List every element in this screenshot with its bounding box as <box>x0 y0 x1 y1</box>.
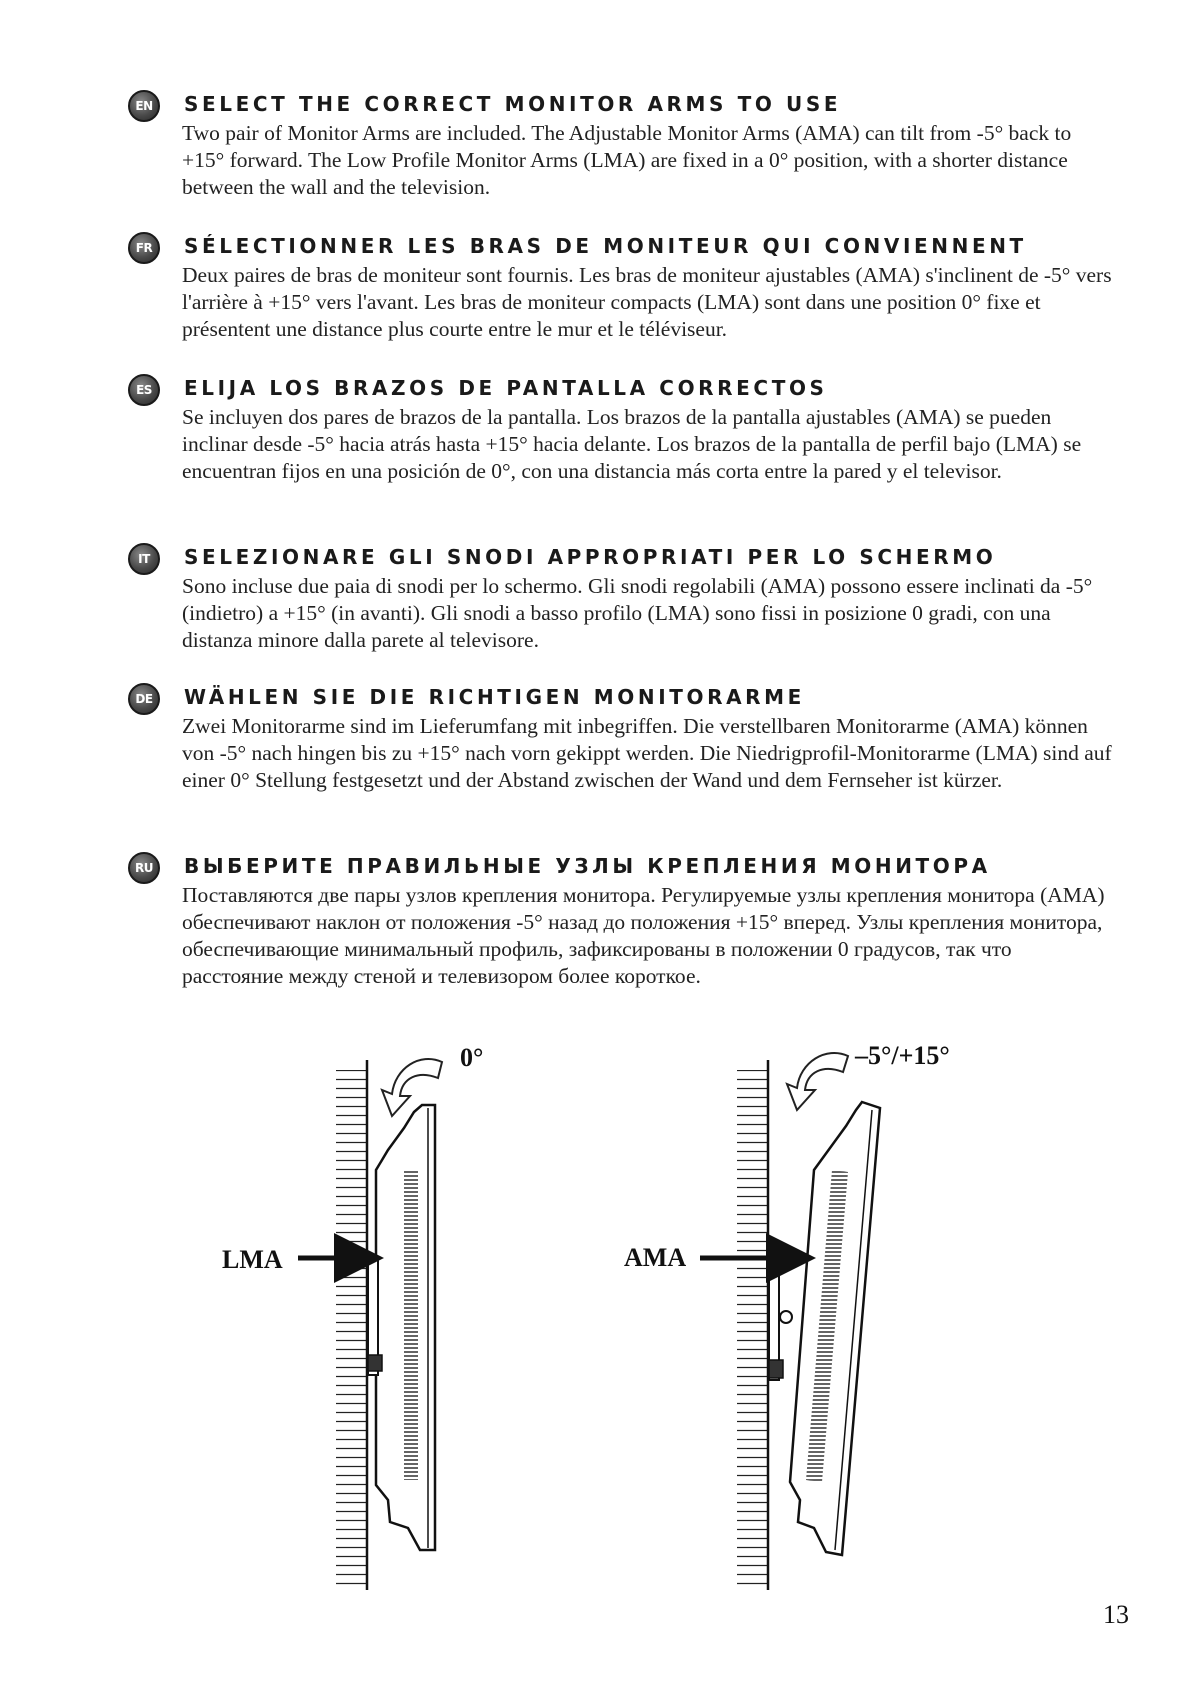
language-badge-ru: RU <box>128 852 160 884</box>
rotation-arrow-icon <box>787 1053 848 1110</box>
section-heading: SÉLECTIONNER LES BRAS DE MONITEUR QUI CONVIENNENT <box>184 234 1027 258</box>
section-heading: ELIJA LOS BRAZOS DE PANTALLA CORRECTOS <box>184 376 828 400</box>
section-heading: ВЫБЕРИТЕ ПРАВИЛЬНЫЕ УЗЛЫ КРЕПЛЕНИЯ МОНИТОРА <box>184 854 991 878</box>
section-heading: WÄHLEN SIE DIE RICHTIGEN MONITORARME <box>184 685 805 709</box>
section-body: Two pair of Monitor Arms are included. The Adjustable Monitor Arms (AMA) can tilt from -5° back to +15° forward. The Low Profile Monitor Arms (LMA) are fixed in a 0° position, with a shorter distance between the wall and the television. <box>182 121 1072 199</box>
section-body: Поставляются две пары узлов крепления монитора. Регулируемые узлы крепления монитора (AMA) обеспечивают наклон от положения -5° назад до положения +15° вперед. Узлы крепления монитора, обеспечивающие минимальный профиль, зафиксированы в положении 0 градусов, так что расстояние между стеной и телевизором более короткое. <box>182 883 1105 988</box>
section-body: Zwei Monitorarme sind im Lieferumfang mit inbegriffen. Die verstellbaren Monitorarme (AMA) können von -5° nach hingen bis zu +15° nach vorn gekippt werden. Die Niedrigprofil-Monitorarme (LMA) sind auf einer 0° Stellung festgesetzt und der Abstand zwischen der Wand und dem Fernseher ist kürzer. <box>182 714 1112 792</box>
ama-tilt-knob-icon <box>780 1311 792 1323</box>
lma-label: LMA <box>222 1245 283 1274</box>
section-body: Deux paires de bras de moniteur sont fournis. Les bras de moniteur ajustables (AMA) s'inclinent de -5° vers l'arrière à +15° vers l'avant. Les bras de moniteur compacts (LMA) sont dans une position 0° fixe et présentent une distance plus courte entre le mur et le téléviseur. <box>182 263 1112 341</box>
section-heading: SELECT THE CORRECT MONITOR ARMS TO USE <box>184 92 842 116</box>
ama-label: AMA <box>624 1243 687 1272</box>
ama-diagram <box>624 1041 950 1590</box>
language-badge-it: IT <box>128 543 160 575</box>
section-body: Se incluyen dos pares de brazos de la pantalla. Los brazos de la pantalla ajustables (AMA) se pueden inclinar desde -5° hacia atrás hasta +15° hacia delante. Los brazos de la pantalla de perfil bajo (LMA) se encuentran fijos en una posición de 0°, con una distancia más corta entre la pared y el televisor. <box>182 405 1082 483</box>
angle-label: –5°/+15° <box>855 1041 950 1070</box>
section-heading: SELEZIONARE GLI SNODI APPROPRIATI PER LO SCHERMO <box>184 545 997 569</box>
language-badge-es: ES <box>128 374 160 406</box>
language-badge-de: DE <box>128 683 160 715</box>
wall-hatch <box>336 1070 366 1590</box>
language-badge-fr: FR <box>128 232 160 264</box>
ama-arm-clip <box>769 1360 783 1378</box>
lma-diagram <box>222 1043 483 1590</box>
angle-label: 0° <box>460 1043 484 1072</box>
wall-hatch <box>737 1070 767 1590</box>
page-number: 13 <box>1103 1600 1129 1629</box>
mounting-diagram <box>0 1030 1191 1590</box>
tv-vents <box>404 1170 418 1480</box>
lma-arm-clip <box>368 1355 382 1371</box>
section-body: Sono incluse due paia di snodi per lo schermo. Gli snodi regolabili (AMA) possono essere inclinati da -5° (indietro) a +15° (in avanti). Gli snodi a basso profilo (LMA) sono fissi in posizione 0 gradi, con una distanza minore dalla parete al televisore. <box>182 574 1093 652</box>
language-badge-en: EN <box>128 90 160 122</box>
